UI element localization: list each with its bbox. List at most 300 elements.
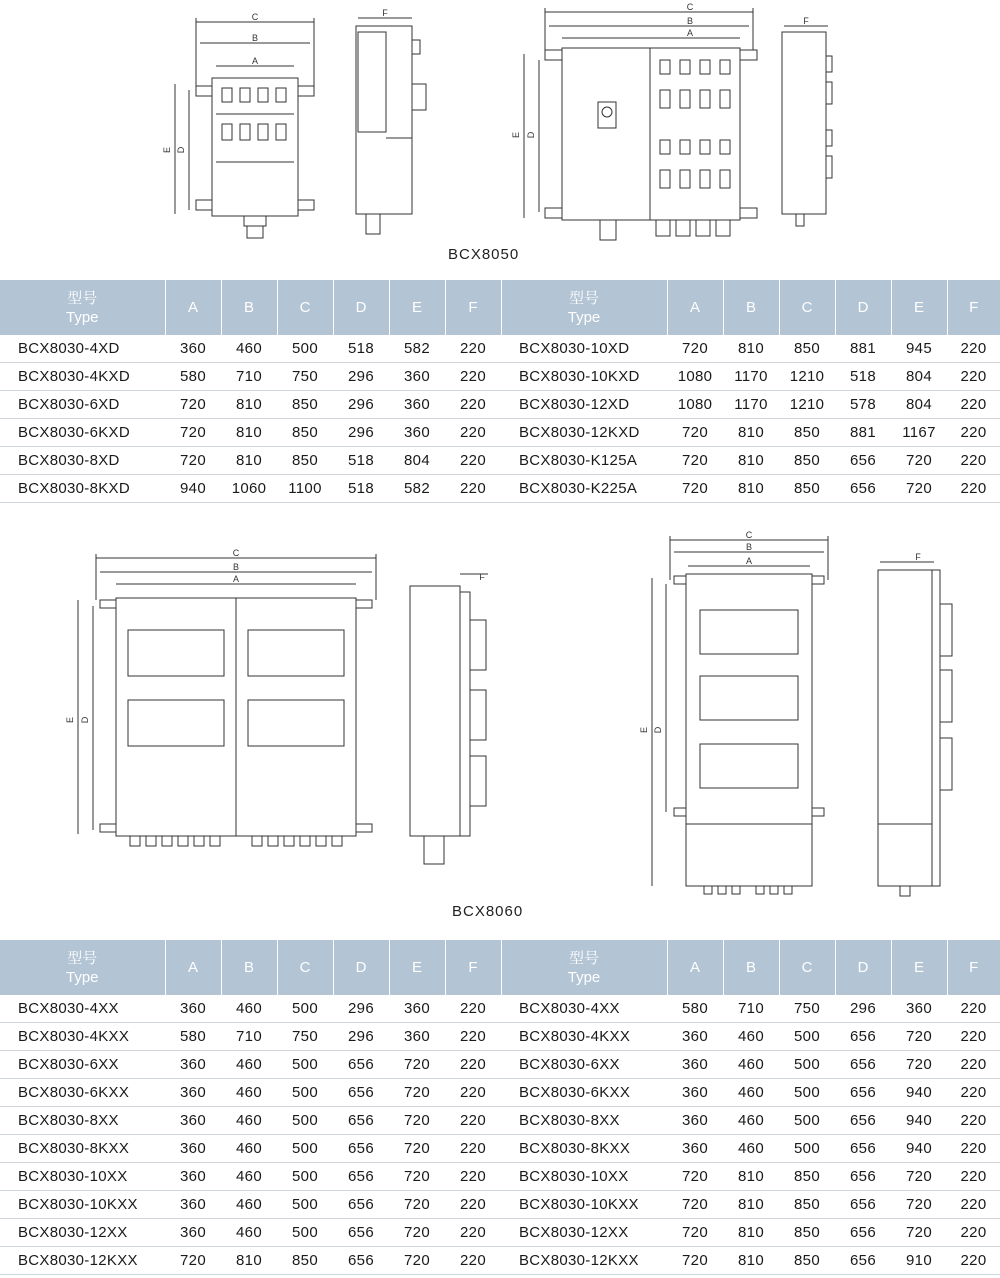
dim-label-e: E (639, 726, 649, 734)
header-type: 型号 Type (501, 280, 667, 335)
value-cell: 220 (947, 1107, 1000, 1135)
value-cell: 460 (723, 1079, 779, 1107)
value-cell: 580 (165, 1023, 221, 1051)
value-cell: 656 (835, 447, 891, 475)
dim-label-d: D (176, 146, 186, 154)
value-cell: 460 (221, 1051, 277, 1079)
dim-label-b: B (745, 542, 753, 552)
value-cell: 220 (445, 419, 501, 447)
model-cell: BCX8030-12XX (501, 1219, 667, 1247)
value-cell: 360 (667, 1135, 723, 1163)
dim-label-f: F (915, 552, 921, 562)
header-e: E (891, 940, 947, 995)
value-cell: 500 (277, 1219, 333, 1247)
value-cell: 720 (389, 1163, 445, 1191)
value-cell: 720 (389, 1191, 445, 1219)
value-cell: 850 (779, 1163, 835, 1191)
header-b: B (723, 280, 779, 335)
value-cell: 500 (277, 335, 333, 363)
value-cell: 460 (723, 1023, 779, 1051)
table-row (0, 447, 1000, 475)
value-cell: 1100 (277, 475, 333, 503)
value-cell: 710 (221, 1023, 277, 1051)
value-cell: 656 (835, 1079, 891, 1107)
value-cell: 720 (891, 1219, 947, 1247)
header-c: C (277, 280, 333, 335)
value-cell: 582 (389, 475, 445, 503)
value-cell: 220 (947, 419, 1000, 447)
model-cell: BCX8030-4KXX (0, 1023, 165, 1051)
table-row (0, 363, 1000, 391)
value-cell: 296 (333, 391, 389, 419)
value-cell: 1210 (779, 391, 835, 419)
value-cell: 220 (947, 335, 1000, 363)
header-a: A (667, 940, 723, 995)
value-cell: 460 (723, 1051, 779, 1079)
value-cell: 850 (277, 419, 333, 447)
value-cell: 804 (891, 363, 947, 391)
value-cell: 750 (277, 1023, 333, 1051)
dim-label-c: C (745, 530, 753, 540)
value-cell: 850 (779, 1191, 835, 1219)
value-cell: 460 (221, 1191, 277, 1219)
value-cell: 850 (779, 335, 835, 363)
value-cell: 656 (333, 1135, 389, 1163)
front-view-double-panel (65, 548, 376, 846)
value-cell: 720 (667, 447, 723, 475)
value-cell: 656 (333, 1051, 389, 1079)
header-f: F (445, 280, 501, 335)
value-cell: 720 (667, 335, 723, 363)
bcx8060-technical-drawing (0, 530, 1000, 900)
value-cell: 1170 (723, 363, 779, 391)
value-cell: 220 (445, 1191, 501, 1219)
value-cell: 360 (165, 1135, 221, 1163)
value-cell: 296 (835, 995, 891, 1023)
value-cell: 804 (389, 447, 445, 475)
model-cell: BCX8030-10KXX (501, 1191, 667, 1219)
value-cell: 500 (277, 1051, 333, 1079)
value-cell: 656 (333, 1219, 389, 1247)
value-cell: 945 (891, 335, 947, 363)
value-cell: 360 (891, 995, 947, 1023)
value-cell: 1080 (667, 391, 723, 419)
value-cell: 720 (891, 475, 947, 503)
model-cell: BCX8030-8XX (0, 1107, 165, 1135)
value-cell: 582 (389, 335, 445, 363)
model-cell: BCX8030-12KXX (0, 1247, 165, 1275)
header-c: C (779, 280, 835, 335)
value-cell: 656 (333, 1247, 389, 1275)
value-cell: 1167 (891, 419, 947, 447)
model-cell: BCX8030-4XX (0, 995, 165, 1023)
value-cell: 940 (891, 1135, 947, 1163)
value-cell: 360 (389, 363, 445, 391)
value-cell: 220 (445, 1079, 501, 1107)
value-cell: 500 (779, 1135, 835, 1163)
value-cell: 656 (835, 1163, 891, 1191)
value-cell: 656 (835, 475, 891, 503)
dim-label-f: F (382, 8, 388, 18)
value-cell: 220 (947, 1051, 1000, 1079)
value-cell: 220 (947, 995, 1000, 1023)
value-cell: 220 (947, 1163, 1000, 1191)
value-cell: 850 (277, 1247, 333, 1275)
table-row (0, 1107, 1000, 1135)
value-cell: 710 (723, 995, 779, 1023)
dim-label-a: A (686, 28, 694, 38)
value-cell: 500 (779, 1023, 835, 1051)
bcx8060-caption: BCX8060 (452, 903, 524, 920)
header-d: D (835, 940, 891, 995)
model-cell: BCX8030-12KXD (501, 419, 667, 447)
value-cell: 500 (277, 1163, 333, 1191)
model-cell: BCX8030-10XX (0, 1163, 165, 1191)
value-cell: 720 (667, 1219, 723, 1247)
table-row (0, 391, 1000, 419)
value-cell: 360 (389, 1023, 445, 1051)
value-cell: 720 (667, 1191, 723, 1219)
value-cell: 881 (835, 335, 891, 363)
value-cell: 220 (947, 1219, 1000, 1247)
value-cell: 360 (165, 1219, 221, 1247)
value-cell: 220 (445, 1135, 501, 1163)
value-cell: 720 (891, 1163, 947, 1191)
dim-label-a: A (745, 556, 753, 566)
front-view-4-switch (162, 12, 314, 238)
table-row (0, 475, 1000, 503)
dim-label-a: A (251, 56, 259, 66)
value-cell: 500 (779, 1079, 835, 1107)
header-a: A (667, 280, 723, 335)
model-cell: BCX8030-6XD (0, 391, 165, 419)
value-cell: 850 (779, 475, 835, 503)
value-cell: 500 (277, 995, 333, 1023)
front-view-main-switch (511, 2, 757, 240)
value-cell: 720 (165, 447, 221, 475)
bcx8050-caption: BCX8050 (448, 246, 520, 263)
value-cell: 656 (835, 1107, 891, 1135)
value-cell: 500 (779, 1051, 835, 1079)
header-d: D (835, 280, 891, 335)
table-row (0, 1247, 1000, 1275)
model-cell: BCX8030-10XD (501, 335, 667, 363)
bcx8050-drawings (0, 0, 1000, 250)
value-cell: 220 (947, 391, 1000, 419)
value-cell: 810 (221, 419, 277, 447)
value-cell: 460 (221, 1079, 277, 1107)
value-cell: 500 (277, 1107, 333, 1135)
value-cell: 360 (165, 995, 221, 1023)
value-cell: 220 (445, 1051, 501, 1079)
value-cell: 360 (389, 995, 445, 1023)
value-cell: 500 (277, 1191, 333, 1219)
dim-label-e: E (65, 716, 75, 724)
dim-label-c: C (686, 2, 694, 12)
model-cell: BCX8030-8KXD (0, 475, 165, 503)
value-cell: 220 (947, 1079, 1000, 1107)
value-cell: 720 (389, 1247, 445, 1275)
value-cell: 360 (389, 419, 445, 447)
model-cell: BCX8030-12XX (0, 1219, 165, 1247)
value-cell: 360 (667, 1023, 723, 1051)
value-cell: 500 (277, 1135, 333, 1163)
bcx8060-drawings (0, 530, 1000, 900)
value-cell: 460 (221, 1163, 277, 1191)
dim-label-c: C (251, 12, 259, 22)
value-cell: 220 (445, 363, 501, 391)
value-cell: 810 (723, 1219, 779, 1247)
value-cell: 810 (221, 1247, 277, 1275)
header-e: E (891, 280, 947, 335)
value-cell: 220 (947, 1135, 1000, 1163)
value-cell: 220 (445, 1163, 501, 1191)
header-b: B (221, 280, 277, 335)
value-cell: 1210 (779, 363, 835, 391)
value-cell: 460 (723, 1107, 779, 1135)
value-cell: 1060 (221, 475, 277, 503)
table-row (0, 1135, 1000, 1163)
value-cell: 940 (891, 1079, 947, 1107)
dim-label-d: D (653, 726, 663, 734)
value-cell: 850 (277, 447, 333, 475)
value-cell: 460 (221, 335, 277, 363)
value-cell: 656 (835, 1051, 891, 1079)
model-cell: BCX8030-4KXX (501, 1023, 667, 1051)
value-cell: 220 (445, 475, 501, 503)
header-type: 型号 Type (0, 280, 165, 335)
model-cell: BCX8030-K225A (501, 475, 667, 503)
value-cell: 360 (667, 1051, 723, 1079)
table-header-row (0, 940, 1000, 995)
header-d: D (333, 280, 389, 335)
value-cell: 1170 (723, 391, 779, 419)
table-row (0, 1191, 1000, 1219)
value-cell: 656 (835, 1219, 891, 1247)
dim-label-c: C (232, 548, 240, 558)
value-cell: 296 (333, 419, 389, 447)
value-cell: 656 (333, 1107, 389, 1135)
value-cell: 656 (835, 1191, 891, 1219)
value-cell: 810 (723, 1191, 779, 1219)
value-cell: 460 (221, 1219, 277, 1247)
value-cell: 656 (333, 1191, 389, 1219)
value-cell: 518 (333, 335, 389, 363)
value-cell: 220 (947, 475, 1000, 503)
value-cell: 656 (333, 1163, 389, 1191)
header-a: A (165, 940, 221, 995)
model-cell: BCX8030-10KXD (501, 363, 667, 391)
value-cell: 810 (723, 1163, 779, 1191)
table-row (0, 995, 1000, 1023)
table-row (0, 1079, 1000, 1107)
table-row (0, 419, 1000, 447)
value-cell: 720 (389, 1135, 445, 1163)
value-cell: 750 (277, 363, 333, 391)
value-cell: 220 (445, 335, 501, 363)
model-cell: BCX8030-10KXX (0, 1191, 165, 1219)
bcx8050-technical-drawing (0, 0, 1000, 250)
value-cell: 940 (891, 1107, 947, 1135)
value-cell: 881 (835, 419, 891, 447)
dim-label-f: F (479, 572, 485, 582)
dim-label-e: E (162, 146, 172, 154)
value-cell: 220 (445, 995, 501, 1023)
value-cell: 656 (835, 1023, 891, 1051)
side-view-small (356, 8, 426, 234)
value-cell: 720 (891, 1051, 947, 1079)
model-cell: BCX8030-4XX (501, 995, 667, 1023)
value-cell: 810 (723, 475, 779, 503)
model-cell: BCX8030-10XX (501, 1163, 667, 1191)
value-cell: 720 (667, 475, 723, 503)
value-cell: 220 (947, 1247, 1000, 1275)
model-cell: BCX8030-8XX (501, 1107, 667, 1135)
value-cell: 720 (389, 1219, 445, 1247)
value-cell: 580 (165, 363, 221, 391)
value-cell: 220 (445, 1247, 501, 1275)
value-cell: 360 (667, 1079, 723, 1107)
side-view-large (782, 16, 832, 226)
value-cell: 720 (667, 1247, 723, 1275)
model-cell: BCX8030-8XD (0, 447, 165, 475)
model-cell: BCX8030-6XX (501, 1051, 667, 1079)
value-cell: 500 (779, 1107, 835, 1135)
value-cell: 940 (165, 475, 221, 503)
model-cell: BCX8030-6KXX (0, 1079, 165, 1107)
value-cell: 360 (165, 335, 221, 363)
header-c: C (779, 940, 835, 995)
value-cell: 656 (333, 1079, 389, 1107)
table-row (0, 335, 1000, 363)
value-cell: 518 (333, 475, 389, 503)
value-cell: 720 (165, 1247, 221, 1275)
value-cell: 720 (891, 1191, 947, 1219)
value-cell: 518 (835, 363, 891, 391)
value-cell: 296 (333, 363, 389, 391)
header-b: B (221, 940, 277, 995)
value-cell: 220 (445, 391, 501, 419)
value-cell: 580 (667, 995, 723, 1023)
bcx8050-spec-table (0, 280, 1000, 503)
value-cell: 750 (779, 995, 835, 1023)
value-cell: 850 (779, 447, 835, 475)
value-cell: 220 (947, 1191, 1000, 1219)
value-cell: 720 (667, 419, 723, 447)
header-f: F (445, 940, 501, 995)
model-cell: BCX8030-12KXX (501, 1247, 667, 1275)
header-b: B (723, 940, 779, 995)
bcx8060-spec-table (0, 940, 1000, 1275)
model-cell: BCX8030-8KXX (501, 1135, 667, 1163)
value-cell: 810 (221, 391, 277, 419)
value-cell: 850 (779, 1247, 835, 1275)
dim-label-b: B (686, 16, 694, 26)
value-cell: 804 (891, 391, 947, 419)
value-cell: 720 (891, 1023, 947, 1051)
header-f: F (947, 280, 1000, 335)
value-cell: 720 (389, 1107, 445, 1135)
table-row (0, 1051, 1000, 1079)
value-cell: 720 (165, 391, 221, 419)
value-cell: 220 (445, 447, 501, 475)
side-view-double (410, 572, 488, 864)
table-row (0, 1163, 1000, 1191)
value-cell: 850 (277, 391, 333, 419)
dim-label-b: B (251, 33, 259, 43)
value-cell: 360 (165, 1107, 221, 1135)
value-cell: 360 (389, 391, 445, 419)
header-f: F (947, 940, 1000, 995)
value-cell: 810 (723, 1247, 779, 1275)
front-view-triple-panel (639, 530, 828, 894)
header-type: 型号 Type (0, 940, 165, 995)
dim-label-f: F (803, 16, 809, 26)
value-cell: 220 (947, 447, 1000, 475)
side-view-triple (878, 552, 952, 896)
value-cell: 710 (221, 363, 277, 391)
model-cell: BCX8030-6KXX (501, 1079, 667, 1107)
header-e: E (389, 940, 445, 995)
dim-label-b: B (232, 562, 240, 572)
model-cell: BCX8030-6KXD (0, 419, 165, 447)
model-cell: BCX8030-4XD (0, 335, 165, 363)
value-cell: 720 (389, 1079, 445, 1107)
value-cell: 656 (835, 1135, 891, 1163)
bcx8050-table-body (0, 335, 1000, 503)
header-type: 型号 Type (501, 940, 667, 995)
header-a: A (165, 280, 221, 335)
value-cell: 720 (667, 1163, 723, 1191)
dim-label-e: E (511, 131, 521, 139)
value-cell: 810 (723, 335, 779, 363)
dim-label-d: D (80, 716, 90, 724)
value-cell: 850 (779, 419, 835, 447)
value-cell: 460 (221, 1135, 277, 1163)
model-cell: BCX8030-8KXX (0, 1135, 165, 1163)
value-cell: 220 (445, 1107, 501, 1135)
value-cell: 720 (891, 447, 947, 475)
value-cell: 360 (165, 1163, 221, 1191)
value-cell: 578 (835, 391, 891, 419)
value-cell: 810 (723, 419, 779, 447)
value-cell: 220 (445, 1219, 501, 1247)
model-cell: BCX8030-K125A (501, 447, 667, 475)
value-cell: 810 (221, 447, 277, 475)
dim-label-a: A (232, 574, 240, 584)
value-cell: 296 (333, 995, 389, 1023)
value-cell: 360 (165, 1079, 221, 1107)
value-cell: 296 (333, 1023, 389, 1051)
dim-label-d: D (526, 131, 536, 139)
value-cell: 360 (667, 1107, 723, 1135)
model-cell: BCX8030-4KXD (0, 363, 165, 391)
value-cell: 518 (333, 447, 389, 475)
value-cell: 910 (891, 1247, 947, 1275)
value-cell: 460 (723, 1135, 779, 1163)
value-cell: 360 (165, 1051, 221, 1079)
value-cell: 460 (221, 995, 277, 1023)
value-cell: 220 (445, 1023, 501, 1051)
table-row (0, 1023, 1000, 1051)
model-cell: BCX8030-6XX (0, 1051, 165, 1079)
value-cell: 720 (389, 1051, 445, 1079)
table-row (0, 1219, 1000, 1247)
header-d: D (333, 940, 389, 995)
header-e: E (389, 280, 445, 335)
value-cell: 850 (779, 1219, 835, 1247)
bcx8060-table-body (0, 995, 1000, 1275)
